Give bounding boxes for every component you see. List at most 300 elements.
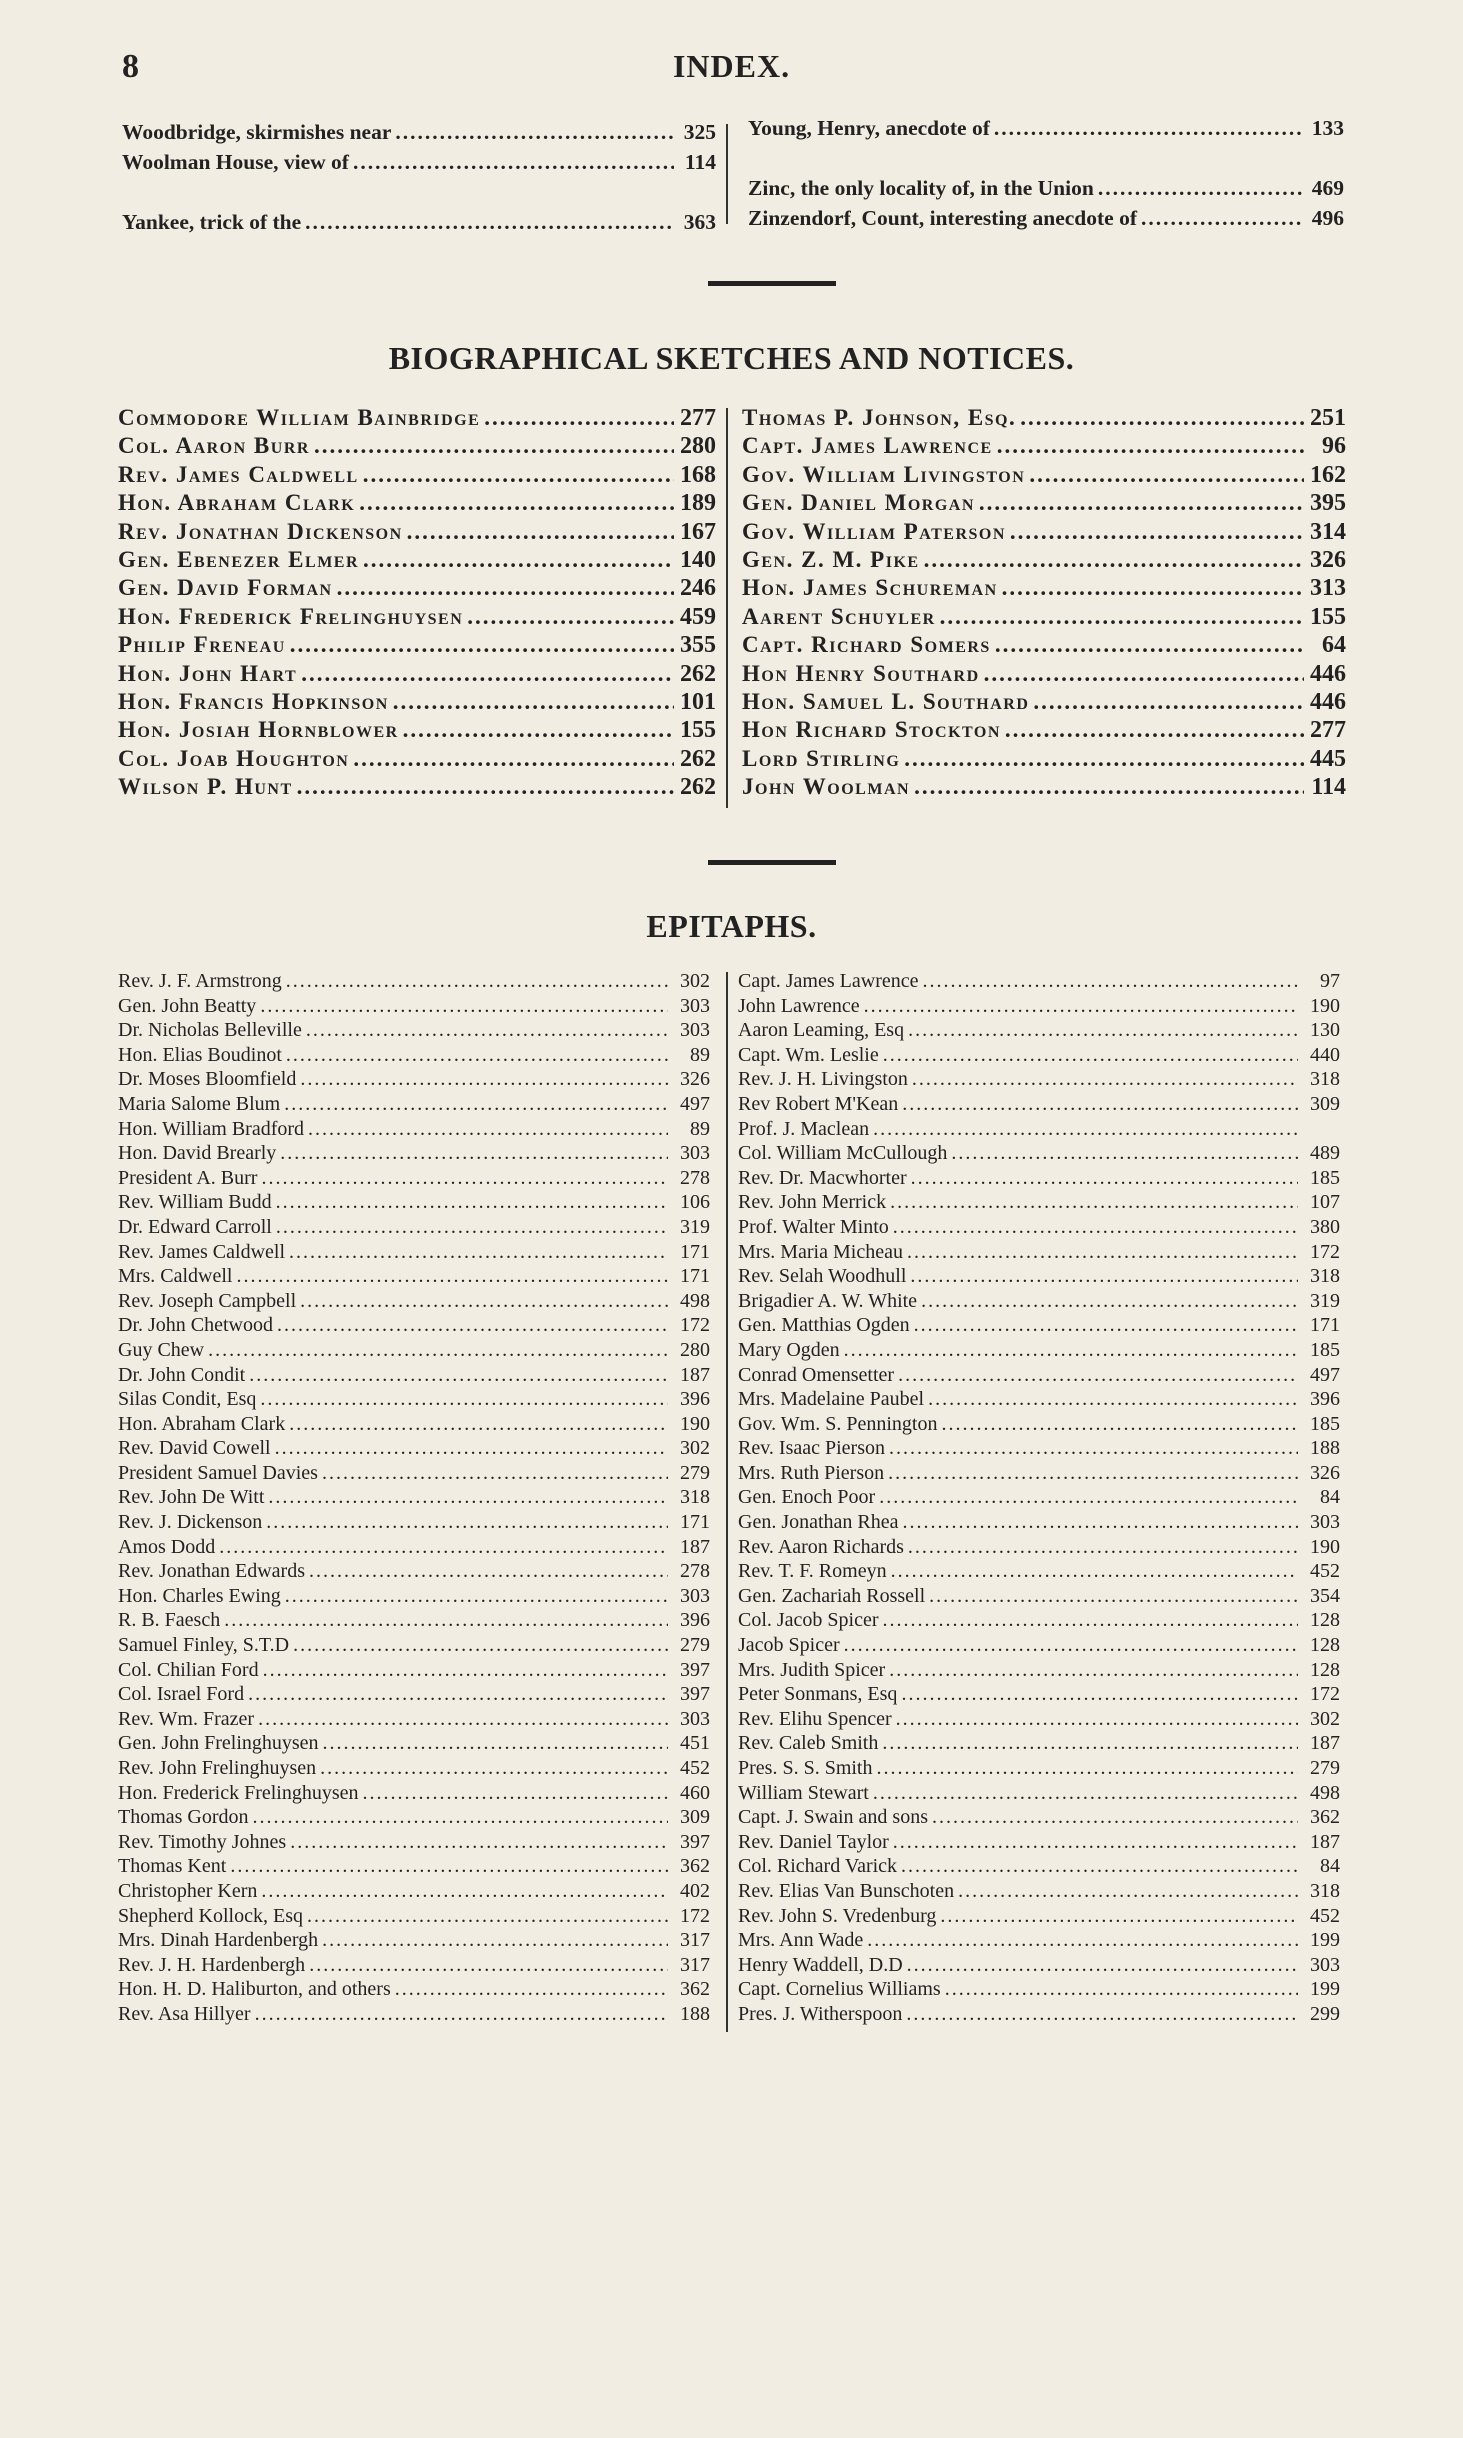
dot-leader bbox=[907, 1954, 1298, 1977]
entry-page-number: 101 bbox=[680, 688, 716, 715]
entry-name: Gen. Z. M. Pike bbox=[742, 546, 920, 572]
entry-page-number: 318 bbox=[1310, 1265, 1340, 1288]
epitaphs-section-title: EPITAPHS. bbox=[646, 908, 817, 944]
epitaph-entry bbox=[118, 1241, 710, 1266]
entry-page-number: 496 bbox=[1311, 206, 1344, 230]
entry-name: R. B. Faesch bbox=[118, 1609, 221, 1632]
epitaph-entry bbox=[118, 1314, 710, 1339]
entry-page-number: 84 bbox=[1320, 1486, 1340, 1509]
entry-page-number: 130 bbox=[1310, 1019, 1340, 1042]
epitaph-entry bbox=[118, 1216, 710, 1241]
index-entry bbox=[748, 116, 1344, 146]
entry-page-number: 440 bbox=[1310, 1043, 1340, 1066]
bio-entry bbox=[118, 689, 716, 717]
entry-name: Silas Condit, Esq bbox=[118, 1388, 257, 1411]
epitaph-entry bbox=[738, 1954, 1340, 1979]
entry-name: Mary Ogden bbox=[738, 1338, 840, 1361]
entry-name: Christopher Kern bbox=[118, 1879, 258, 1902]
dot-leader bbox=[941, 1413, 1298, 1436]
entry-page-number: 319 bbox=[1310, 1289, 1340, 1312]
bio-entry bbox=[118, 433, 716, 461]
dot-leader bbox=[208, 1339, 668, 1362]
epitaph-entry bbox=[118, 1806, 710, 1831]
entry-name: Hon. Frederick Frelinghuysen bbox=[118, 603, 464, 629]
entry-name: President Samuel Davies bbox=[118, 1461, 318, 1484]
entry-name: Hon. Abraham Clark bbox=[118, 1412, 286, 1435]
entry-page-number: 185 bbox=[1310, 1412, 1340, 1435]
dot-leader bbox=[995, 632, 1304, 658]
dot-leader bbox=[940, 604, 1304, 630]
epitaph-entry bbox=[118, 1634, 710, 1659]
entry-name: Mrs. Madelaine Paubel bbox=[738, 1388, 925, 1411]
epitaph-entry bbox=[738, 2003, 1340, 2028]
dot-leader bbox=[911, 1167, 1298, 1190]
entry-page-number: 303 bbox=[1310, 1511, 1340, 1534]
entry-name: Woodbridge, skirmishes near bbox=[122, 120, 392, 144]
epitaph-entry bbox=[118, 1978, 710, 2003]
entry-name: Rev. J. F. Armstrong bbox=[118, 970, 282, 992]
bio-entry bbox=[118, 490, 716, 518]
entry-page-number: 451 bbox=[680, 1732, 710, 1755]
epitaph-entry bbox=[118, 1708, 710, 1733]
epitaph-entry bbox=[118, 1585, 710, 1610]
index-left-column bbox=[122, 120, 716, 240]
entry-name: Rev. J. Dickenson bbox=[118, 1511, 263, 1534]
entry-name: Capt. Wm. Leslie bbox=[738, 1043, 879, 1066]
epitaph-entry bbox=[118, 1536, 710, 1561]
dot-leader bbox=[395, 1978, 668, 2001]
entry-name: Maria Salome Blum bbox=[118, 1092, 281, 1115]
entry-name: Gen. Zachariah Rossell bbox=[738, 1584, 926, 1607]
bio-entry bbox=[742, 661, 1346, 689]
entry-name: Lord Stirling bbox=[742, 745, 901, 771]
entry-name: Zinzendorf, Count, interesting anecdote of bbox=[748, 206, 1137, 230]
entry-name: Mrs. Caldwell bbox=[118, 1265, 233, 1288]
entry-name: Col. William McCullough bbox=[738, 1142, 948, 1165]
entry-name: Hon. Samuel L. Southard bbox=[742, 688, 1030, 714]
entry-page-number: 171 bbox=[680, 1265, 710, 1288]
epitaph-entry bbox=[738, 1683, 1340, 1708]
entry-page-number: 397 bbox=[680, 1830, 710, 1853]
entry-page-number: 133 bbox=[1311, 116, 1344, 140]
entry-name: Hon Henry Southard bbox=[742, 660, 980, 686]
epitaph-entry bbox=[738, 1732, 1340, 1757]
dot-leader bbox=[994, 116, 1302, 141]
entry-name: Gen. John Beatty bbox=[118, 994, 257, 1017]
dot-leader bbox=[844, 1634, 1298, 1657]
epitaph-entry bbox=[118, 1511, 710, 1536]
entry-page-number: 172 bbox=[1310, 1683, 1340, 1706]
epitaph-entry bbox=[118, 995, 710, 1020]
entry-page-number: 188 bbox=[680, 2002, 710, 2025]
dot-leader bbox=[289, 1241, 668, 1264]
entry-page-number: 162 bbox=[1310, 461, 1346, 488]
entry-page-number: 187 bbox=[680, 1363, 710, 1386]
bio-entry bbox=[742, 689, 1346, 717]
entry-name: Hon. John Hart bbox=[118, 660, 298, 686]
entry-page-number: 97 bbox=[1320, 970, 1340, 992]
epitaph-entry bbox=[738, 1486, 1340, 1511]
epitaph-entry bbox=[738, 1831, 1340, 1856]
dot-leader bbox=[249, 1364, 668, 1387]
bio-entry bbox=[742, 547, 1346, 575]
epitaph-entry bbox=[738, 1437, 1340, 1462]
epitaph-entry bbox=[738, 1806, 1340, 1831]
epitaph-entry bbox=[738, 1364, 1340, 1389]
entry-page-number: 246 bbox=[680, 575, 716, 602]
entry-name: Rev. Elihu Spencer bbox=[738, 1707, 892, 1730]
bio-entry bbox=[742, 433, 1346, 461]
bio-column-divider bbox=[726, 408, 728, 808]
dot-leader bbox=[922, 970, 1298, 993]
index-right-column bbox=[748, 116, 1344, 236]
epitaph-entry bbox=[738, 970, 1340, 995]
dot-leader bbox=[467, 604, 674, 630]
entry-page-number: 190 bbox=[680, 1412, 710, 1435]
entry-name: Hon. William Bradford bbox=[118, 1117, 305, 1140]
dot-leader bbox=[363, 547, 674, 573]
entry-page-number: 498 bbox=[680, 1289, 710, 1312]
dot-leader bbox=[253, 1806, 668, 1829]
bio-entry bbox=[118, 405, 716, 433]
entry-name: Amos Dodd bbox=[118, 1535, 216, 1558]
dot-leader bbox=[308, 1118, 668, 1141]
entry-name: Capt. James Lawrence bbox=[742, 433, 993, 459]
dot-leader bbox=[902, 1093, 1298, 1116]
dot-leader bbox=[305, 210, 674, 235]
dot-leader bbox=[353, 150, 674, 175]
epitaph-entry bbox=[118, 1118, 710, 1143]
dot-leader bbox=[268, 1486, 668, 1509]
bio-entry bbox=[742, 462, 1346, 490]
entry-name: Gen. Matthias Ogden bbox=[738, 1314, 910, 1337]
dot-leader bbox=[901, 1683, 1298, 1706]
dot-leader bbox=[301, 661, 674, 687]
epitaph-entry bbox=[118, 2003, 710, 2028]
entry-name: Hon. Elias Boudinot bbox=[118, 1043, 282, 1066]
dot-leader bbox=[904, 746, 1304, 772]
index-entry bbox=[122, 210, 716, 240]
entry-name: Gov. William Paterson bbox=[742, 518, 1006, 544]
entry-page-number: 128 bbox=[1310, 1634, 1340, 1657]
entry-name: Dr. Moses Bloomfield bbox=[118, 1068, 297, 1091]
dot-leader bbox=[914, 1314, 1298, 1337]
entry-page-number: 452 bbox=[1310, 1560, 1340, 1583]
dot-leader bbox=[958, 1880, 1298, 1903]
entry-name: Rev. J. H. Hardenbergh bbox=[118, 1953, 306, 1976]
entry-name: Rev. David Cowell bbox=[118, 1437, 271, 1460]
entry-page-number: 280 bbox=[680, 433, 716, 460]
dot-leader bbox=[277, 1314, 668, 1337]
bio-entry bbox=[742, 746, 1346, 774]
entry-name: Rev. Elias Van Bunschoten bbox=[738, 1879, 955, 1902]
dot-leader bbox=[403, 717, 674, 743]
epitaph-entry bbox=[118, 1437, 710, 1462]
dot-leader bbox=[903, 1511, 1298, 1534]
dot-leader bbox=[883, 1044, 1298, 1067]
epitaph-entry bbox=[738, 1265, 1340, 1290]
dot-leader bbox=[876, 1757, 1298, 1780]
entry-page-number: 167 bbox=[680, 518, 716, 545]
dot-leader bbox=[873, 1782, 1298, 1805]
entry-page-number: 277 bbox=[680, 405, 716, 431]
entry-name: Rev. John Merrick bbox=[738, 1191, 887, 1214]
entry-name: William Stewart bbox=[738, 1781, 869, 1804]
dot-leader bbox=[893, 1831, 1298, 1854]
entry-page-number: 185 bbox=[1310, 1338, 1340, 1361]
entry-name: Dr. Nicholas Belleville bbox=[118, 1019, 302, 1042]
entry-page-number: 446 bbox=[1310, 688, 1346, 715]
entry-page-number: 452 bbox=[680, 1757, 710, 1779]
entry-page-number: 497 bbox=[1310, 1363, 1340, 1386]
dot-leader bbox=[907, 1241, 1298, 1264]
dot-leader bbox=[882, 1732, 1298, 1755]
entry-page-number: 396 bbox=[680, 1609, 710, 1632]
bio-entry bbox=[742, 632, 1346, 660]
dot-leader bbox=[898, 1364, 1298, 1387]
entry-name: Aaron Leaming, Esq bbox=[738, 1019, 905, 1042]
entry-name: Thomas P. Johnson, Esq. bbox=[742, 405, 1017, 430]
epitaph-entry bbox=[118, 1609, 710, 1634]
entry-name: Prof. Walter Minto bbox=[738, 1215, 889, 1238]
index-entry bbox=[748, 146, 1344, 176]
entry-name: Rev. Dr. Macwhorter bbox=[738, 1166, 907, 1189]
entry-page-number: 89 bbox=[690, 1043, 710, 1066]
dot-leader bbox=[363, 1782, 668, 1805]
entry-page-number: 140 bbox=[680, 546, 716, 573]
epitaph-entry bbox=[738, 1609, 1340, 1634]
epitaph-entry bbox=[118, 970, 710, 995]
dot-leader bbox=[236, 1265, 668, 1288]
dot-leader bbox=[286, 970, 668, 993]
dot-leader bbox=[901, 1855, 1298, 1878]
dot-leader bbox=[395, 120, 674, 145]
entry-page-number: 262 bbox=[680, 774, 716, 801]
dot-leader bbox=[286, 1044, 668, 1067]
epitaph-entry bbox=[738, 1659, 1340, 1684]
entry-page-number: 362 bbox=[680, 1855, 710, 1878]
entry-page-number: 489 bbox=[1310, 1142, 1340, 1165]
entry-page-number: 380 bbox=[1310, 1215, 1340, 1238]
dot-leader bbox=[248, 1683, 668, 1706]
entry-name: Mrs. Ann Wade bbox=[738, 1929, 864, 1952]
bio-entry bbox=[118, 575, 716, 603]
entry-name: Rev. Timothy Johnes bbox=[118, 1830, 287, 1853]
entry-page-number: 187 bbox=[1310, 1732, 1340, 1755]
dot-leader bbox=[867, 1929, 1298, 1952]
dot-leader bbox=[910, 1265, 1298, 1288]
dot-leader bbox=[290, 632, 674, 658]
entry-name: Rev. James Caldwell bbox=[118, 1240, 286, 1263]
epitaph-entry bbox=[738, 1142, 1340, 1167]
entry-page-number: 171 bbox=[1310, 1314, 1340, 1337]
epitaph-entry bbox=[118, 1364, 710, 1389]
entry-page-number: 172 bbox=[680, 1904, 710, 1927]
epitaph-entry bbox=[738, 1068, 1340, 1093]
index-entry bbox=[748, 206, 1344, 236]
entry-page-number: 114 bbox=[1311, 774, 1346, 801]
entry-page-number: 326 bbox=[680, 1068, 710, 1091]
dot-leader bbox=[309, 1560, 668, 1583]
dot-leader bbox=[290, 1831, 668, 1854]
entry-page-number: 397 bbox=[680, 1683, 710, 1706]
entry-name: Col. Jacob Spicer bbox=[738, 1609, 879, 1632]
epitaph-entry bbox=[738, 1314, 1340, 1339]
entry-name: Thomas Kent bbox=[118, 1855, 227, 1878]
entry-page-number: 190 bbox=[1310, 1535, 1340, 1558]
dot-leader bbox=[924, 547, 1304, 573]
dot-leader bbox=[1002, 575, 1304, 601]
epitaph-entry bbox=[738, 1511, 1340, 1536]
epitaph-entry bbox=[738, 1118, 1340, 1143]
entry-page-number: 354 bbox=[1310, 1584, 1340, 1607]
dot-leader bbox=[297, 774, 674, 800]
entry-page-number: 314 bbox=[1310, 518, 1346, 545]
dot-leader bbox=[285, 1585, 668, 1608]
entry-name: Commodore William Bainbridge bbox=[118, 405, 481, 430]
entry-page-number: 452 bbox=[1310, 1904, 1340, 1927]
epitaph-entry bbox=[738, 1241, 1340, 1266]
dot-leader bbox=[890, 1191, 1298, 1214]
entry-page-number: 309 bbox=[1310, 1092, 1340, 1115]
entry-name: Capt. Richard Somers bbox=[742, 632, 991, 658]
entry-page-number: 397 bbox=[680, 1658, 710, 1681]
entry-page-number: 469 bbox=[1311, 176, 1344, 200]
bio-entry bbox=[118, 519, 716, 547]
bio-entry bbox=[742, 575, 1346, 603]
entry-page-number: 155 bbox=[680, 717, 716, 744]
epitaph-entry bbox=[118, 1167, 710, 1192]
entry-page-number: 187 bbox=[1310, 1830, 1340, 1853]
dot-leader bbox=[300, 1068, 668, 1091]
entry-page-number: 277 bbox=[1310, 717, 1346, 744]
entry-page-number: 317 bbox=[680, 1929, 710, 1952]
dot-leader bbox=[921, 1290, 1298, 1313]
epitaph-entry bbox=[118, 1413, 710, 1438]
epitaph-entry bbox=[118, 1068, 710, 1093]
dot-leader bbox=[951, 1142, 1298, 1165]
entry-page-number: 395 bbox=[1310, 490, 1346, 517]
entry-page-number: 303 bbox=[680, 1707, 710, 1730]
entry-name: Gov. William Livingston bbox=[742, 461, 1026, 487]
dot-leader bbox=[928, 1388, 1298, 1411]
bio-entry bbox=[742, 519, 1346, 547]
epitaph-entry bbox=[118, 1388, 710, 1413]
bio-entry bbox=[118, 774, 716, 802]
dot-leader bbox=[320, 1757, 668, 1780]
entry-page-number: 299 bbox=[1310, 2002, 1340, 2025]
epitaph-entry bbox=[118, 1659, 710, 1684]
dot-leader bbox=[844, 1339, 1298, 1362]
dot-leader bbox=[261, 1880, 668, 1903]
entry-page-number: 303 bbox=[680, 1019, 710, 1042]
entry-name: Rev. J. H. Livingston bbox=[738, 1068, 908, 1091]
dot-leader bbox=[1029, 462, 1304, 488]
index-entry bbox=[122, 120, 716, 150]
dot-leader bbox=[293, 1634, 668, 1657]
dot-leader bbox=[255, 2003, 668, 2026]
epitaph-entry bbox=[738, 1019, 1340, 1044]
entry-name: Rev. T. F. Romeyn bbox=[738, 1560, 887, 1583]
entry-name: John Woolman bbox=[742, 774, 911, 800]
entry-name: Conrad Omensetter bbox=[738, 1363, 895, 1386]
entry-page-number: 279 bbox=[1310, 1757, 1340, 1779]
entry-name: Gen. Ebenezer Elmer bbox=[118, 546, 360, 572]
entry-page-number: 262 bbox=[680, 745, 716, 772]
entry-page-number: 446 bbox=[1310, 660, 1346, 687]
entry-page-number: 199 bbox=[1310, 1978, 1340, 2001]
entry-page-number: 262 bbox=[680, 660, 716, 687]
entry-page-number: 106 bbox=[680, 1191, 710, 1214]
entry-page-number: 84 bbox=[1320, 1855, 1340, 1878]
epitaph-entry bbox=[118, 1880, 710, 1905]
dot-leader bbox=[275, 1437, 668, 1460]
epitaph-entry bbox=[738, 1757, 1340, 1782]
entry-page-number: 251 bbox=[1310, 405, 1346, 431]
dot-leader bbox=[337, 575, 674, 601]
dot-leader bbox=[1033, 689, 1304, 715]
entry-page-number: 402 bbox=[680, 1879, 710, 1902]
entry-page-number: 185 bbox=[1310, 1166, 1340, 1189]
entry-page-number: 396 bbox=[680, 1388, 710, 1411]
dot-leader bbox=[353, 746, 674, 772]
dot-leader bbox=[984, 661, 1304, 687]
epitaph-entry bbox=[738, 1978, 1340, 2003]
entry-page-number: 128 bbox=[1310, 1658, 1340, 1681]
dot-leader bbox=[906, 2003, 1298, 2026]
entry-name: Rev. Jonathan Dickenson bbox=[118, 518, 403, 544]
entry-name: Gen. John Frelinghuysen bbox=[118, 1732, 319, 1755]
entry-name: Dr. Edward Carroll bbox=[118, 1215, 272, 1238]
epitaph-entry bbox=[118, 1265, 710, 1290]
dot-leader bbox=[230, 1855, 668, 1878]
entry-page-number: 303 bbox=[1310, 1953, 1340, 1976]
bio-entry bbox=[742, 774, 1346, 802]
entry-name: Hon. Josiah Hornblower bbox=[118, 717, 399, 743]
entry-name: Brigadier A. W. White bbox=[738, 1289, 918, 1312]
entry-page-number: 302 bbox=[680, 970, 710, 992]
epitaph-entry bbox=[738, 1462, 1340, 1487]
entry-page-number: 497 bbox=[680, 1092, 710, 1115]
entry-name: Col. Aaron Burr bbox=[118, 433, 310, 459]
section-rule bbox=[708, 860, 836, 865]
entry-page-number: 355 bbox=[680, 632, 716, 659]
dot-leader bbox=[307, 1905, 668, 1928]
epitaph-entry bbox=[118, 1019, 710, 1044]
dot-leader bbox=[322, 1462, 668, 1485]
entry-name: Mrs. Maria Micheau bbox=[738, 1240, 903, 1263]
dot-leader bbox=[1098, 176, 1302, 201]
entry-page-number: 278 bbox=[680, 1166, 710, 1189]
dot-leader bbox=[1020, 405, 1304, 431]
dot-leader bbox=[300, 1290, 668, 1313]
index-entry bbox=[122, 150, 716, 180]
epitaph-entry bbox=[118, 1855, 710, 1880]
entry-page-number: 396 bbox=[1310, 1388, 1340, 1411]
dot-leader bbox=[883, 1609, 1298, 1632]
entry-name: Rev Robert M'Kean bbox=[738, 1092, 899, 1115]
entry-name: Pres. S. S. Smith bbox=[738, 1757, 873, 1779]
entry-name: Mrs. Dinah Hardenbergh bbox=[118, 1929, 319, 1952]
entry-page-number: 318 bbox=[1310, 1068, 1340, 1091]
dot-leader bbox=[889, 1437, 1298, 1460]
dot-leader bbox=[322, 1929, 668, 1952]
entry-name: Gen. Daniel Morgan bbox=[742, 490, 975, 516]
epitaph-entry bbox=[118, 1142, 710, 1167]
page-number: 8 bbox=[122, 48, 139, 85]
dot-leader bbox=[1141, 206, 1302, 231]
entry-name: Samuel Finley, S.T.D bbox=[118, 1634, 290, 1657]
